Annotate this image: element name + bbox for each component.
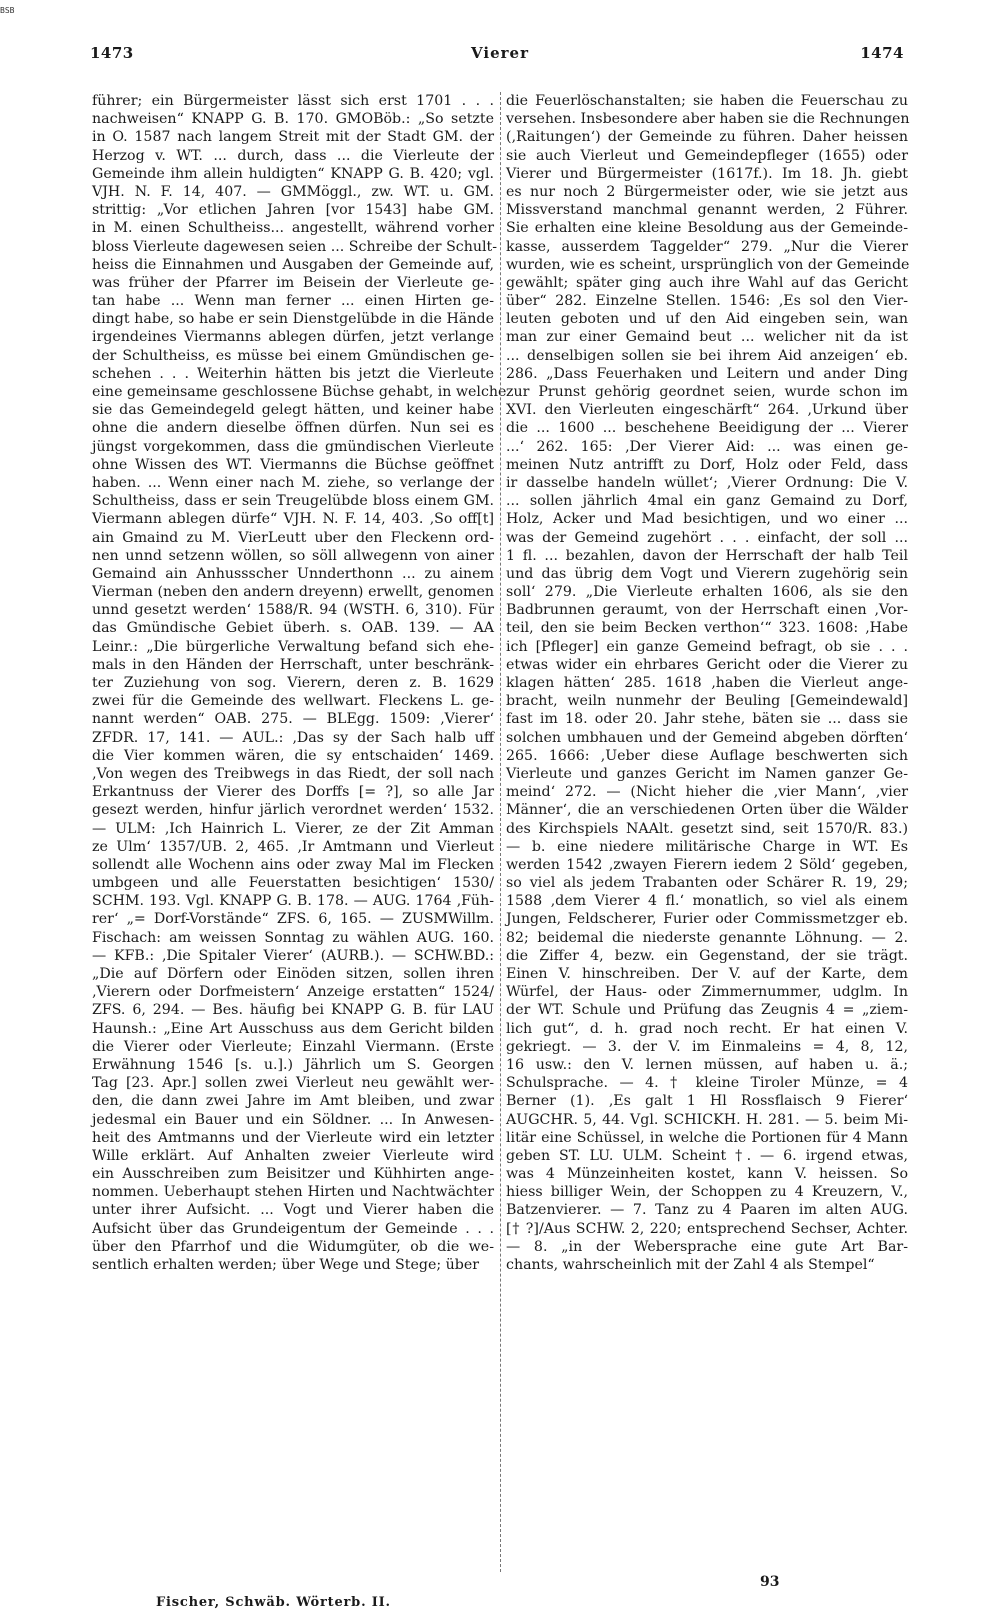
text-line: nen unnd setzenn wöllen, so söll allwegenn von ainer [92, 547, 494, 564]
text-line: irgendeines Viermanns ablegen dürfen, jetzt verlange [92, 329, 494, 346]
text-line: litär eine Schüssel, in welche die Portionen für 4 Mann [506, 1129, 908, 1146]
right-column-number: 1474 [860, 44, 904, 62]
text-line: die Ziffer 4, bezw. ein Gegenstand, der sie trägt. [506, 947, 908, 964]
text-line: Fischach: am weissen Sonntag zu wählen AUG. 160. [92, 929, 494, 946]
text-line: Vierleute und ganzes Gericht im Namen ganzer Ge- [506, 765, 908, 782]
text-line: rer‘ „= Dorf-Vorstände“ ZFS. 6, 165. — ZUSMWillm. [92, 911, 494, 928]
text-line: Gemaind ain Anhussscher Unnderthonn ... zu ainem [92, 565, 494, 582]
text-line: schehen . . . Weiterhin hätten bis jetzt die Vierleute [92, 365, 494, 382]
text-line: 1 fl. ... bezahlen, davon der Herrschaft der halb Teil [506, 547, 908, 564]
text-line: klagen hätten‘ 285. 1618 ‚haben die Vierleut ange- [506, 675, 908, 691]
text-line: Schultheiss, dass er sein Treugelübde bloss einem GM. [92, 493, 494, 510]
text-line: Batzenvierer. — 7. Tanz zu 4 Paaren im alten AUG. [506, 1202, 908, 1219]
text-line: — ULM: ‚Ich Hainrich L. Vierer, ze der Zit Amman [92, 820, 494, 837]
text-line: nannt werden“ OAB. 275. — BLEgg. 1509: ‚Vierer‘ [92, 711, 494, 728]
text-line: ohne Wissen des WT. Viermanns die Büchse geöffnet [92, 456, 494, 473]
text-line: den, die dann zwei Jahre im Amt bleiben, und zwar [92, 1093, 494, 1110]
text-line: der Schultheiss, es müsse bei einem Gmündischen ge- [92, 347, 494, 364]
text-line: sollendt alle Wochenn ains oder zway Mal im Flecken [92, 856, 494, 873]
text-line: Jungen, Feldscherer, Furier oder Commissmetzger eb. [506, 911, 908, 928]
text-line: ‚Von wegen des Treibwegs in das Riedt, der soll nach [92, 765, 494, 782]
text-line: des Kirchspiels NAAlt. gesetzt sind, seit 1570/R. 83.) [506, 820, 908, 837]
text-line: ir dasselbe handeln wüllet‘; ‚Vierer Ordnung: Die V. [506, 474, 908, 491]
text-line: Vierman (neben den andern dreyenn) erwellt, genomen [92, 584, 494, 601]
text-line: 265. 1666: ‚Ueber diese Auflage beschwerten sich [506, 747, 908, 764]
text-line: heit des Amtmanns und der Vierleute wird ein letzter [92, 1129, 494, 1146]
text-line: Missverstand manchmal genannt werden, 2 Führer. [506, 202, 908, 219]
text-line: strittig: „Vor etlichen Jahren [vor 1543] habe GM. [92, 202, 494, 219]
text-line: führer; ein Bürgermeister lässt sich erst 1701 . . . [92, 93, 494, 109]
text-line: Sie erhalten eine kleine Besoldung aus der Gemeinde- [506, 220, 908, 237]
text-line: so viel als jedem Trabanten oder Schärer R. 19, 29; [506, 875, 908, 892]
left-column-number: 1473 [90, 44, 134, 62]
text-line: über“ 282. Einzelne Stellen. 1546: ‚Es sol den Vier- [506, 293, 908, 310]
text-line: (‚Raitungen‘) der Gemeinde zu führen. Daher heissen [506, 129, 908, 146]
text-line: Erwähnung 1546 [s. u.].) Jährlich um S. Georgen [92, 1056, 494, 1073]
text-line: die ... 1600 ... beschehene Beeidigung der ... Vierer [506, 420, 908, 437]
text-line: die Vierer oder Vierleute; Einzahl Viermann. (Erste [92, 1038, 494, 1055]
text-line: — b. eine niedere militärische Charge in WT. Es [506, 838, 908, 855]
text-line: die Feuerlöschanstalten; sie haben die Feuerschau zu [506, 93, 908, 109]
text-line: der WT. Schule und Prüfung das Zeugnis 4 = „ziem- [506, 1002, 908, 1019]
text-line: über den Pfarrhof und die Widumgüter, ob die we- [92, 1238, 494, 1255]
text-line: ter Zuziehung von sog. Vierern, deren z. B. 1629 [92, 675, 494, 691]
text-line: Erkantnuss der Vierer des Dorffs [= ?], so alle Jar [92, 784, 494, 801]
text-line: nommen. Ueberhaupt stehen Hirten und Nachtwächter [92, 1184, 494, 1201]
text-line: meind‘ 272. — (Nicht hieher die ‚vier Mann‘, ‚vier [506, 784, 908, 801]
text-line: 286. „Dass Feuerhaken und Leitern und ander Ding [506, 365, 908, 382]
text-line: haben. ... Wenn einer nach M. ziehe, so verlange der [92, 474, 494, 491]
right-text-column [506, 92, 908, 1274]
text-line: Männer‘, die an verschiedenen Orten über die Wälder [506, 802, 908, 819]
text-line: sie auch Vierleut und Gemeindepfleger (1655) oder [506, 147, 908, 164]
text-line: bracht, weiln nunmehr der Beuling [Gemeindewald] [506, 693, 908, 710]
left-text-column [92, 92, 507, 1274]
text-line: gekriegt. — 3. der V. im Einmaleins = 4, 8, 12, [506, 1038, 908, 1055]
column-divider [500, 92, 501, 1572]
text-line: „Die auf Dörfern oder Einöden sitzen, sollen ihren [92, 966, 494, 982]
text-line: die Vier kommen wären, die sy entschaiden‘ 1469. [92, 747, 494, 764]
text-line: umbgeen und alle Feuerstatten besichtigen‘ 1530/ [92, 875, 494, 892]
text-line: ... denselbigen sollen sie bei ihrem Aid anzeigen‘ eb. [506, 347, 908, 364]
text-line: ein Ausschreiben zum Beisitzer und Kühhirten ange- [92, 1166, 494, 1183]
text-line: es nur noch 2 Bürgermeister oder, wie sie jetzt aus [506, 183, 908, 200]
text-line: bloss Vierleute dagewesen seien ... Schreibe der Schult- [92, 238, 498, 255]
library-stamp: BSB [0, 6, 15, 15]
text-line: 82; beidemal die niederste genannte Löhnung. — 2. [506, 929, 908, 946]
page-title: Vierer [471, 44, 529, 62]
text-line: tan habe ... Wenn man ferner ... einen Hirten ge- [92, 293, 494, 310]
text-line: Einen V. hinschreiben. Der V. auf der Karte, dem [506, 966, 908, 982]
text-line: Leinr.: „Die bürgerliche Verwaltung befand sich ehe- [92, 638, 494, 655]
text-line: ...‘ 262. 165: ‚Der Vierer Aid: ... was einen ge- [506, 438, 908, 455]
text-line: Wille erklärt. Auf Anhalten zweier Vierleute wird [92, 1147, 494, 1164]
text-line: sie das Gemeindegeld gelegt hätten, und keiner habe [92, 402, 494, 419]
text-line: 1588 ‚dem Vierer 4 fl.‘ monatlich, so viel als einem [506, 893, 908, 910]
text-line: ohne die andern dieselbe öffnen dürfen. Nun sei es [92, 420, 494, 437]
text-line: ze Ulm‘ 1357/UB. 2, 465. ‚Ir Amtmann und Vierleut [92, 838, 494, 855]
text-line: Schulsprache. — 4. † kleine Tiroler Münze, = 4 [506, 1075, 908, 1092]
text-line: ... sollen jährlich 4mal ein ganz Gemaind zu Dorf, [506, 493, 908, 510]
text-line: teil, den sie beim Becken verthon‘“ 323. 1608: ‚Habe [506, 620, 908, 637]
text-line: mals in den Händen der Herrschaft, unter beschränk- [92, 656, 494, 673]
text-line: eine gemeinsame geschlossene Büchse gehabt, in welche [92, 384, 507, 400]
text-line: 16 usw.: den V. lernen müssen, auf haben u. ä.; [506, 1056, 908, 1073]
text-line: sentlich erhalten werden; über Wege und Stege; über [92, 1257, 480, 1273]
text-line: ‚Vierern oder Dorfmeistern‘ Anzeige erstatten“ 1524/ [92, 984, 494, 1001]
text-line: was der Gemeind zugehört . . . einfacht, der soll ... [506, 529, 908, 546]
text-line: was 4 Münzeinheiten kostet, kann V. heissen. So [506, 1166, 908, 1183]
text-line: soll‘ 279. „Die Vierleute erhalten 1606, als sie den [506, 584, 908, 601]
text-line: das Gmündische Gebiet überh. s. OAB. 139. — AA [92, 620, 494, 637]
text-line: heiss die Einnahmen und Ausgaben der Gemeinde auf, [92, 256, 494, 273]
text-line: VJH. N. F. 14, 407. — GMMöggl., zw. WT. u. GM. [92, 183, 494, 200]
text-line: werden 1542 ‚zwayen Fierern iedem 2 Söld‘ gegeben, [506, 856, 908, 873]
text-line: — 8. „in der Webersprache eine gute Art Bar- [506, 1238, 908, 1255]
text-line: versehen. Insbesondere aber haben sie die Rechnungen [506, 111, 910, 128]
text-line: dingt habe, so habe er sein Dienstgelübde in die Hände [92, 311, 494, 328]
text-line: hiess billiger Wein, der Schoppen zu 4 Kreuzern, V., [506, 1184, 908, 1201]
text-line: jedesmal ein Bauer und ein Söldner. ... In Anwesen- [92, 1111, 494, 1128]
sheet-signature: 93 [760, 1574, 780, 1590]
text-line: ZFS. 6, 294. — Bes. häufig bei KNAPP G. B. für LAU [92, 1002, 494, 1019]
text-line: Berner (1). ‚Es galt 1 Hl Rossflaisch 9 Fierer‘ [506, 1093, 908, 1110]
text-line: zur Prunst gehörig geordnet seien, wurde schon im [506, 384, 908, 400]
text-line: in M. einen Schultheiss... angestellt, während vorher [92, 220, 494, 237]
text-line: Tag [23. Apr.] sollen zwei Vierleut neu gewählt wer- [92, 1075, 494, 1092]
text-line: Vierer und Bürgermeister (1617f.). Im 18. Jh. giebt [506, 165, 908, 182]
text-line: fast im 18. oder 20. Jahr stehe, bäten sie ... dass sie [506, 711, 908, 728]
text-line: chants, wahrscheinlich mit der Zahl 4 als Stempel“ [506, 1257, 875, 1273]
text-line: Haunsh.: „Eine Art Ausschuss aus dem Gericht bilden [92, 1020, 494, 1037]
text-line: unter ihrer Aufsicht. ... Vogt und Vierer haben die [92, 1202, 494, 1219]
text-line: ZFDR. 17, 141. — AUL.: ‚Das sy der Sach halb uff [92, 729, 494, 746]
text-line: [† ?]/Aus SCHW. 2, 220; entsprechend Sechser, Achter. [506, 1220, 908, 1237]
text-line: lich gut“, d. h. grad noch recht. Er hat einen V. [506, 1020, 908, 1037]
text-line: Würfel, der Haus- oder Zimmernummer, udglm. In [506, 984, 908, 1001]
text-line: Aufsicht über das Grundeigentum der Gemeinde . . . [92, 1220, 494, 1237]
text-line: und das übrig dem Vogt und Vierern zugehörig sein [506, 565, 908, 582]
text-line: leuten geboten und uf den Aid eingeben sein, wan [506, 311, 908, 328]
text-line: SCHM. 193. Vgl. KNAPP G. B. 178. — AUG. 1764 ‚Füh- [92, 893, 494, 910]
text-line: Gemeinde ihm allein huldigten“ KNAPP G. B. 420; vgl. [92, 165, 494, 182]
text-line: zwei für die Gemeinde des wellwart. Fleckens L. ge- [92, 693, 494, 710]
text-line: in O. 1587 nach langem Streit mit der Stadt GM. der [92, 129, 494, 146]
text-line: ain Gmaind zu M. VierLeutt uber den Fleckenn ord- [92, 529, 494, 546]
text-line: was früher der Pfarrer im Beisein der Vierleute ge- [92, 274, 494, 291]
text-line: Holz, Acker und Mad besichtigen, und wo einer ... [506, 511, 908, 528]
text-line: Badbrunnen geraumt, von der Herrschaft einen ‚Vor- [506, 602, 908, 619]
text-line: etwas wider ein ehrbares Gericht oder die Vierer zu [506, 656, 908, 673]
text-line: nachweisen“ KNAPP G. B. 170. GMOBöb.: „So setzte [92, 111, 494, 128]
text-line: Herzog v. WT. ... durch, dass ... die Vierleute der [92, 147, 494, 164]
text-line: AUGCHR. 5, 44. Vgl. SCHICKH. H. 281. — 5. beim Mi- [506, 1111, 908, 1128]
text-line: geben ST. LU. ULM. Scheint †. — 6. irgend etwas, [506, 1147, 908, 1164]
text-line: gesezt werden, hinfur järlich verordnet werden‘ 1532. [92, 802, 494, 819]
text-line: jüngst vorgekommen, dass die gmündischen Vierleute [92, 438, 494, 455]
text-line: — KFB.: ‚Die Spitaler Vierer‘ (AURB.). — SCHW.BD.: [92, 947, 494, 964]
text-line: XVI. den Vierleuten eingeschärft“ 264. ‚Urkund über [506, 402, 908, 419]
text-line: solchen umbhauen und der Gemeind abgeben dörften‘ [506, 729, 908, 746]
text-line: kasse, ausserdem Taggelder“ 279. „Nur die Vierer [506, 238, 908, 255]
footer-imprint: Fischer, Schwäb. Wörterb. II. [156, 1595, 391, 1610]
text-line: gewählt; später ging auch ihre Wahl auf das Gericht [506, 274, 908, 291]
text-line: unnd gesetzt werden‘ 1588/R. 94 (WSTH. 6, 310). Für [92, 602, 494, 619]
text-line: meinen Nutz antrifft zu Dorf, Holz oder Feld, dass [506, 456, 908, 473]
text-line: ich [Pfleger] ein ganze Gemeind befragt, ob sie . . . [506, 638, 908, 655]
text-line: Viermann ablegen dürfe“ VJH. N. F. 14, 403. ‚So off[t] [92, 511, 494, 528]
text-line: wurden, wie es scheint, ursprünglich von der Gemeinde [506, 256, 910, 273]
text-line: man zur einer Gemaind beut ... welicher nit da ist [506, 329, 908, 346]
